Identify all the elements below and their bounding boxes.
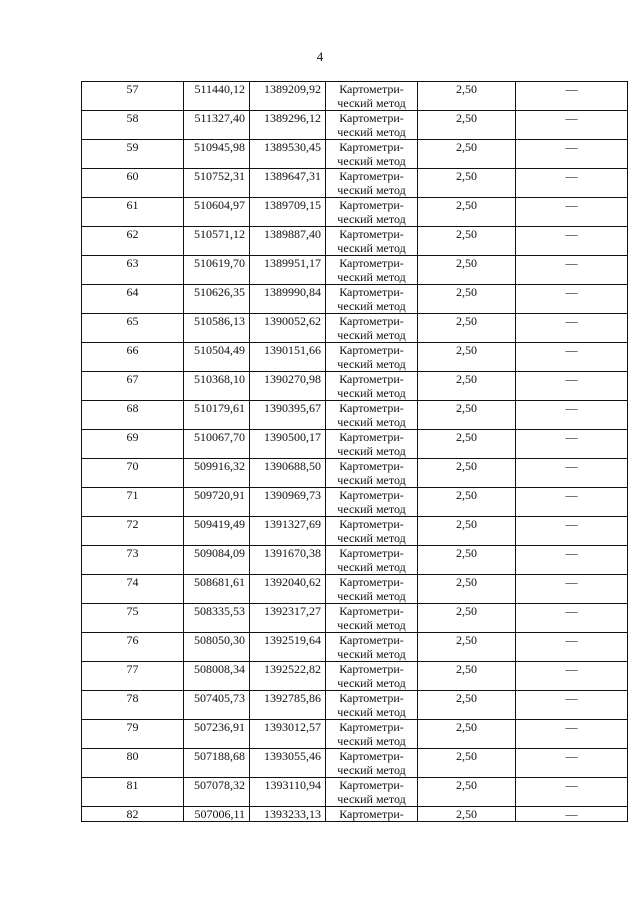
- method-line: Картометри-: [339, 82, 404, 96]
- method-line: Картометри-: [339, 140, 404, 154]
- accuracy-cell: 2,50: [418, 691, 516, 720]
- method-cell: [326, 314, 418, 343]
- table-row: [82, 430, 628, 459]
- method-cell: [326, 256, 418, 285]
- description-cell: —: [516, 720, 628, 749]
- x-coordinate-cell: 510604,97: [184, 198, 250, 227]
- point-number-cell: 68: [82, 401, 184, 430]
- description-cell: —: [516, 546, 628, 575]
- table-row: [82, 604, 628, 633]
- y-coordinate-cell: 1389209,92: [250, 82, 326, 111]
- x-coordinate-cell: 510752,31: [184, 169, 250, 198]
- table-row: [82, 488, 628, 517]
- method-line: ческий метод: [337, 415, 406, 429]
- x-coordinate-cell: 508008,34: [184, 662, 250, 691]
- y-coordinate-cell: 1393055,46: [250, 749, 326, 778]
- table-row: [82, 807, 628, 822]
- description-cell: —: [516, 807, 628, 822]
- x-coordinate-cell: 509720,91: [184, 488, 250, 517]
- point-number-cell: 74: [82, 575, 184, 604]
- point-number-cell: 65: [82, 314, 184, 343]
- point-number-cell: 58: [82, 111, 184, 140]
- accuracy-cell: 2,50: [418, 546, 516, 575]
- y-coordinate-cell: 1391327,69: [250, 517, 326, 546]
- description-cell: —: [516, 778, 628, 807]
- method-cell: [326, 111, 418, 140]
- x-coordinate-cell: 508050,30: [184, 633, 250, 662]
- table-row: [82, 401, 628, 430]
- point-number-cell: 71: [82, 488, 184, 517]
- method-line: Картометри-: [339, 227, 404, 241]
- x-coordinate-cell: 511327,40: [184, 111, 250, 140]
- accuracy-cell: 2,50: [418, 372, 516, 401]
- method-line: Картометри-: [339, 575, 404, 589]
- point-number-cell: 61: [82, 198, 184, 227]
- method-line: Картометри-: [339, 633, 404, 647]
- y-coordinate-cell: 1392040,62: [250, 575, 326, 604]
- point-number-cell: 69: [82, 430, 184, 459]
- y-coordinate-cell: 1393012,57: [250, 720, 326, 749]
- accuracy-cell: 2,50: [418, 314, 516, 343]
- method-cell: [326, 749, 418, 778]
- x-coordinate-cell: 507078,32: [184, 778, 250, 807]
- y-coordinate-cell: 1389530,45: [250, 140, 326, 169]
- accuracy-cell: 2,50: [418, 256, 516, 285]
- accuracy-cell: 2,50: [418, 749, 516, 778]
- accuracy-cell: 2,50: [418, 575, 516, 604]
- x-coordinate-cell: 507006,11: [184, 807, 250, 822]
- description-cell: —: [516, 111, 628, 140]
- method-line: Картометри-: [339, 546, 404, 560]
- x-coordinate-cell: 510619,70: [184, 256, 250, 285]
- point-number-cell: 59: [82, 140, 184, 169]
- table-row: [82, 546, 628, 575]
- method-line: ческий метод: [337, 618, 406, 632]
- method-line: ческий метод: [337, 502, 406, 516]
- description-cell: —: [516, 749, 628, 778]
- x-coordinate-cell: 510504,49: [184, 343, 250, 372]
- table-row: [82, 169, 628, 198]
- description-cell: —: [516, 343, 628, 372]
- method-line: Картометри-: [339, 749, 404, 763]
- table-row: [82, 575, 628, 604]
- method-line: ческий метод: [337, 241, 406, 255]
- y-coordinate-cell: 1392317,27: [250, 604, 326, 633]
- y-coordinate-cell: 1393233,13: [250, 807, 326, 822]
- method-cell: [326, 459, 418, 488]
- method-line: ческий метод: [337, 154, 406, 168]
- method-line: ческий метод: [337, 96, 406, 110]
- accuracy-cell: 2,50: [418, 343, 516, 372]
- accuracy-cell: 2,50: [418, 401, 516, 430]
- y-coordinate-cell: 1390688,50: [250, 459, 326, 488]
- method-line: ческий метод: [337, 270, 406, 284]
- x-coordinate-cell: 508335,53: [184, 604, 250, 633]
- point-number-cell: 77: [82, 662, 184, 691]
- method-line: Картометри-: [339, 430, 404, 444]
- coordinates-table: [81, 81, 628, 822]
- point-number-cell: 72: [82, 517, 184, 546]
- table-row: [82, 517, 628, 546]
- method-line: Картометри-: [339, 720, 404, 734]
- x-coordinate-cell: 510626,35: [184, 285, 250, 314]
- y-coordinate-cell: 1390151,66: [250, 343, 326, 372]
- accuracy-cell: 2,50: [418, 111, 516, 140]
- description-cell: —: [516, 604, 628, 633]
- accuracy-cell: 2,50: [418, 488, 516, 517]
- accuracy-cell: 2,50: [418, 198, 516, 227]
- accuracy-cell: 2,50: [418, 459, 516, 488]
- description-cell: —: [516, 169, 628, 198]
- y-coordinate-cell: 1389647,31: [250, 169, 326, 198]
- x-coordinate-cell: 510571,12: [184, 227, 250, 256]
- x-coordinate-cell: 510368,10: [184, 372, 250, 401]
- x-coordinate-cell: 507236,91: [184, 720, 250, 749]
- method-cell: [326, 720, 418, 749]
- method-line: ческий метод: [337, 444, 406, 458]
- accuracy-cell: 2,50: [418, 430, 516, 459]
- table-row: [82, 256, 628, 285]
- point-number-cell: 63: [82, 256, 184, 285]
- method-line: Картометри-: [339, 372, 404, 386]
- point-number-cell: 80: [82, 749, 184, 778]
- table-row: [82, 82, 628, 111]
- coordinates-table-body: [82, 82, 628, 822]
- point-number-cell: 64: [82, 285, 184, 314]
- table-row: [82, 749, 628, 778]
- description-cell: —: [516, 314, 628, 343]
- accuracy-cell: 2,50: [418, 169, 516, 198]
- method-cell: [326, 430, 418, 459]
- y-coordinate-cell: 1389887,40: [250, 227, 326, 256]
- page-number: 4: [316, 49, 324, 64]
- method-line: ческий метод: [337, 792, 406, 806]
- table-row: [82, 227, 628, 256]
- method-line: Картометри-: [339, 807, 404, 821]
- method-line: Картометри-: [339, 691, 404, 705]
- y-coordinate-cell: 1390270,98: [250, 372, 326, 401]
- method-line: ческий метод: [337, 647, 406, 661]
- method-cell: [326, 140, 418, 169]
- y-coordinate-cell: 1390052,62: [250, 314, 326, 343]
- method-line: ческий метод: [337, 125, 406, 139]
- x-coordinate-cell: 509419,49: [184, 517, 250, 546]
- point-number-cell: 60: [82, 169, 184, 198]
- method-cell: [326, 198, 418, 227]
- table-row: [82, 633, 628, 662]
- y-coordinate-cell: 1390969,73: [250, 488, 326, 517]
- point-number-cell: 79: [82, 720, 184, 749]
- point-number-cell: 70: [82, 459, 184, 488]
- description-cell: —: [516, 198, 628, 227]
- y-coordinate-cell: 1389990,84: [250, 285, 326, 314]
- description-cell: —: [516, 488, 628, 517]
- method-line: ческий метод: [337, 183, 406, 197]
- table-row: [82, 459, 628, 488]
- accuracy-cell: 2,50: [418, 633, 516, 662]
- description-cell: —: [516, 691, 628, 720]
- method-cell: [326, 604, 418, 633]
- accuracy-cell: 2,50: [418, 517, 516, 546]
- method-line: ческий метод: [337, 299, 406, 313]
- y-coordinate-cell: 1390395,67: [250, 401, 326, 430]
- method-line: ческий метод: [337, 734, 406, 748]
- method-cell: [326, 633, 418, 662]
- accuracy-cell: 2,50: [418, 720, 516, 749]
- method-cell: [326, 169, 418, 198]
- description-cell: —: [516, 401, 628, 430]
- description-cell: —: [516, 256, 628, 285]
- description-cell: —: [516, 140, 628, 169]
- method-line: ческий метод: [337, 589, 406, 603]
- method-line: Картометри-: [339, 401, 404, 415]
- method-cell: [326, 778, 418, 807]
- accuracy-cell: 2,50: [418, 227, 516, 256]
- x-coordinate-cell: 509916,32: [184, 459, 250, 488]
- accuracy-cell: 2,50: [418, 140, 516, 169]
- point-number-cell: 82: [82, 807, 184, 822]
- method-cell: [326, 517, 418, 546]
- x-coordinate-cell: 510945,98: [184, 140, 250, 169]
- method-line: ческий метод: [337, 473, 406, 487]
- description-cell: —: [516, 372, 628, 401]
- method-line: Картометри-: [339, 517, 404, 531]
- y-coordinate-cell: 1389951,17: [250, 256, 326, 285]
- table-row: [82, 372, 628, 401]
- accuracy-cell: 2,50: [418, 778, 516, 807]
- method-cell: [326, 546, 418, 575]
- method-line: ческий метод: [337, 531, 406, 545]
- y-coordinate-cell: 1392522,82: [250, 662, 326, 691]
- method-cell: [326, 285, 418, 314]
- description-cell: —: [516, 285, 628, 314]
- table-row: [82, 140, 628, 169]
- method-line: ческий метод: [337, 357, 406, 371]
- y-coordinate-cell: 1389296,12: [250, 111, 326, 140]
- point-number-cell: 81: [82, 778, 184, 807]
- table-row: [82, 720, 628, 749]
- x-coordinate-cell: 510586,13: [184, 314, 250, 343]
- x-coordinate-cell: 508681,61: [184, 575, 250, 604]
- point-number-cell: 78: [82, 691, 184, 720]
- method-line: ческий метод: [337, 705, 406, 719]
- x-coordinate-cell: 511440,12: [184, 82, 250, 111]
- method-cell: [326, 488, 418, 517]
- description-cell: —: [516, 662, 628, 691]
- method-line: Картометри-: [339, 662, 404, 676]
- point-number-cell: 75: [82, 604, 184, 633]
- x-coordinate-cell: 510179,61: [184, 401, 250, 430]
- y-coordinate-cell: 1390500,17: [250, 430, 326, 459]
- method-cell: [326, 662, 418, 691]
- x-coordinate-cell: 507188,68: [184, 749, 250, 778]
- method-cell: [326, 691, 418, 720]
- method-cell: [326, 575, 418, 604]
- point-number-cell: 73: [82, 546, 184, 575]
- point-number-cell: 62: [82, 227, 184, 256]
- table-row: [82, 285, 628, 314]
- method-line: ческий метод: [337, 763, 406, 777]
- y-coordinate-cell: 1393110,94: [250, 778, 326, 807]
- method-line: ческий метод: [337, 676, 406, 690]
- method-line: Картометри-: [339, 343, 404, 357]
- method-line: Картометри-: [339, 778, 404, 792]
- method-line: ческий метод: [337, 212, 406, 226]
- accuracy-cell: 2,50: [418, 82, 516, 111]
- y-coordinate-cell: 1392785,86: [250, 691, 326, 720]
- table-row: [82, 691, 628, 720]
- method-line: Картометри-: [339, 488, 404, 502]
- method-line: Картометри-: [339, 111, 404, 125]
- point-number-cell: 76: [82, 633, 184, 662]
- description-cell: —: [516, 575, 628, 604]
- method-cell: [326, 227, 418, 256]
- accuracy-cell: 2,50: [418, 662, 516, 691]
- y-coordinate-cell: 1391670,38: [250, 546, 326, 575]
- table-row: [82, 111, 628, 140]
- table-row: [82, 662, 628, 691]
- x-coordinate-cell: 507405,73: [184, 691, 250, 720]
- method-line: Картометри-: [339, 169, 404, 183]
- method-line: Картометри-: [339, 198, 404, 212]
- method-line: Картометри-: [339, 314, 404, 328]
- table-row: [82, 314, 628, 343]
- y-coordinate-cell: 1392519,64: [250, 633, 326, 662]
- description-cell: —: [516, 633, 628, 662]
- accuracy-cell: 2,50: [418, 285, 516, 314]
- method-line: Картометри-: [339, 285, 404, 299]
- method-cell: [326, 82, 418, 111]
- method-line: ческий метод: [337, 386, 406, 400]
- table-row: [82, 343, 628, 372]
- y-coordinate-cell: 1389709,15: [250, 198, 326, 227]
- method-line: ческий метод: [337, 560, 406, 574]
- method-line: Картометри-: [339, 256, 404, 270]
- description-cell: —: [516, 430, 628, 459]
- description-cell: —: [516, 227, 628, 256]
- x-coordinate-cell: 510067,70: [184, 430, 250, 459]
- point-number-cell: 67: [82, 372, 184, 401]
- description-cell: —: [516, 459, 628, 488]
- description-cell: —: [516, 517, 628, 546]
- table-row: [82, 778, 628, 807]
- point-number-cell: 57: [82, 82, 184, 111]
- description-cell: —: [516, 82, 628, 111]
- table-row: [82, 198, 628, 227]
- accuracy-cell: 2,50: [418, 807, 516, 822]
- method-cell: [326, 372, 418, 401]
- accuracy-cell: 2,50: [418, 604, 516, 633]
- method-cell: [326, 401, 418, 430]
- x-coordinate-cell: 509084,09: [184, 546, 250, 575]
- point-number-cell: 66: [82, 343, 184, 372]
- method-line: ческий метод: [337, 328, 406, 342]
- method-line: Картометри-: [339, 459, 404, 473]
- method-line: Картометри-: [339, 604, 404, 618]
- method-cell: [326, 807, 418, 822]
- method-cell: [326, 343, 418, 372]
